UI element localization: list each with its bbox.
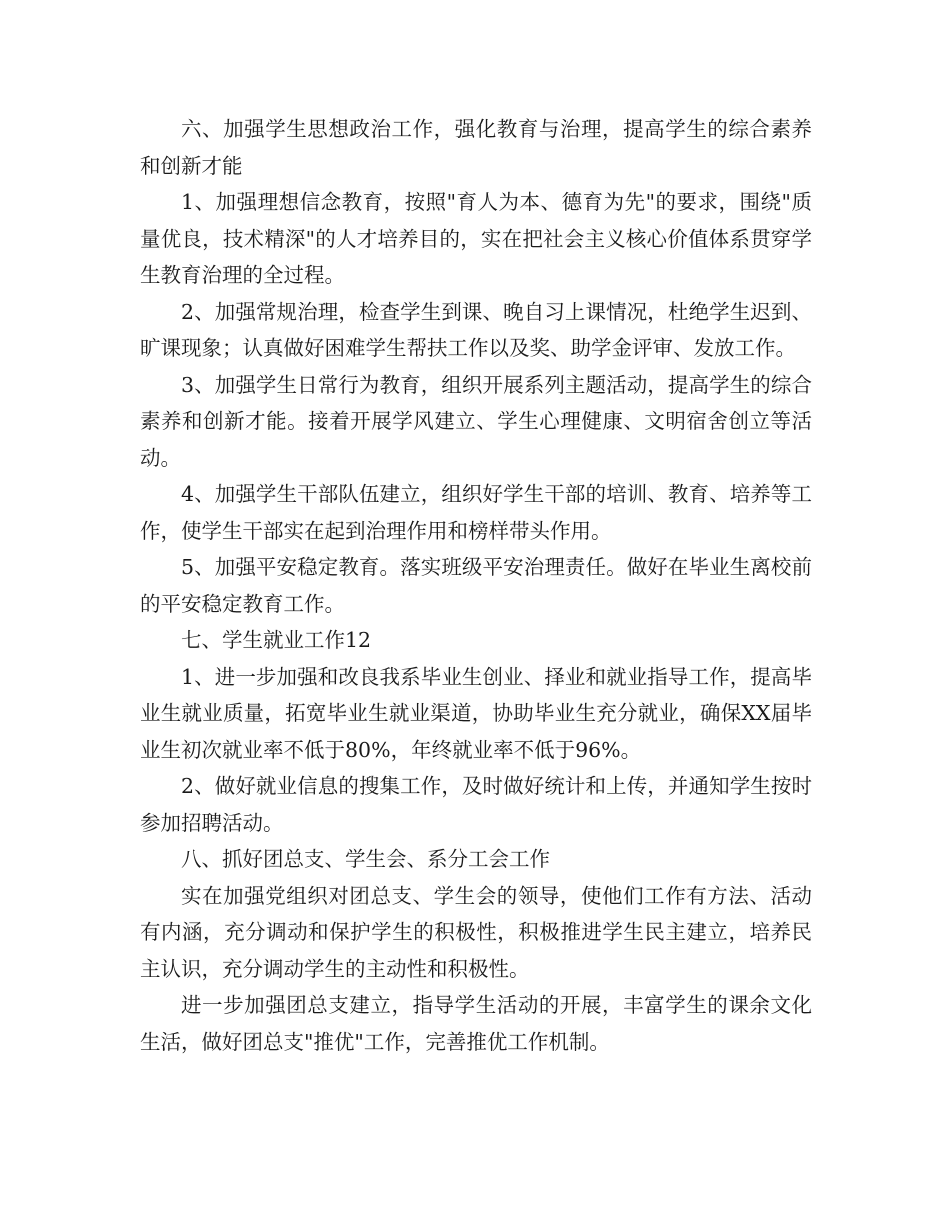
paragraph-8-2: 进一步加强团总支建立，指导学生活动的开展，丰富学生的课余文化生活，做好团总支"推优"工作，完善推优工作机制。 bbox=[140, 993, 812, 1054]
paragraph-6-2: 2、加强常规治理，检查学生到课、晚自习上课情况，杜绝学生迟到、旷课现象；认真做好困难学生帮扶工作以及奖、助学金评审、发放工作。 bbox=[140, 299, 812, 360]
section-heading-6: 六、加强学生思想政治工作，强化教育与治理，提高学生的综合素养和创新才能 bbox=[140, 117, 812, 178]
paragraph-8-1: 实在加强党组织对团总支、学生会的领导，使他们工作有方法、活动有内涵，充分调动和保护学生的积极性，积极推进学生民主建立，培养民主认识，充分调动学生的主动性和积极性。 bbox=[140, 883, 812, 981]
paragraph-7-2: 2、做好就业信息的搜集工作，及时做好统计和上传，并通知学生按时参加招聘活动。 bbox=[140, 774, 812, 835]
section-heading-7: 七、学生就业工作12 bbox=[181, 628, 372, 652]
paragraph-6-4: 4、加强学生干部队伍建立，组织好学生干部的培训、教育、培养等工作，使学生干部实在起到治理作用和榜样带头作用。 bbox=[140, 482, 812, 543]
paragraph-6-5: 5、加强平安稳定教育。落实班级平安治理责任。做好在毕业生离校前的平安稳定教育工作。 bbox=[140, 555, 812, 616]
paragraph-6-1: 1、加强理想信念教育，按照"育人为本、德育为先"的要求，围绕"质量优良，技术精深"的人才培养目的，实在把社会主义核心价值体系贯穿学生教育治理的全过程。 bbox=[140, 190, 812, 287]
document-body bbox=[140, 111, 812, 1060]
section-heading-8: 八、抓好团总支、学生会、系分工会工作 bbox=[181, 847, 550, 871]
paragraph-7-1: 1、进一步加强和改良我系毕业生创业、择业和就业指导工作，提高毕业生就业质量，拓宽毕业生就业渠道，协助毕业生充分就业，确保XX届毕业生初次就业率不低于80%，年终就业率不低于96%。 bbox=[140, 664, 812, 762]
paragraph-6-3: 3、加强学生日常行为教育，组织开展系列主题活动，提高学生的综合素养和创新才能。接着开展学风建立、学生心理健康、文明宿舍创立等活动。 bbox=[140, 372, 812, 470]
